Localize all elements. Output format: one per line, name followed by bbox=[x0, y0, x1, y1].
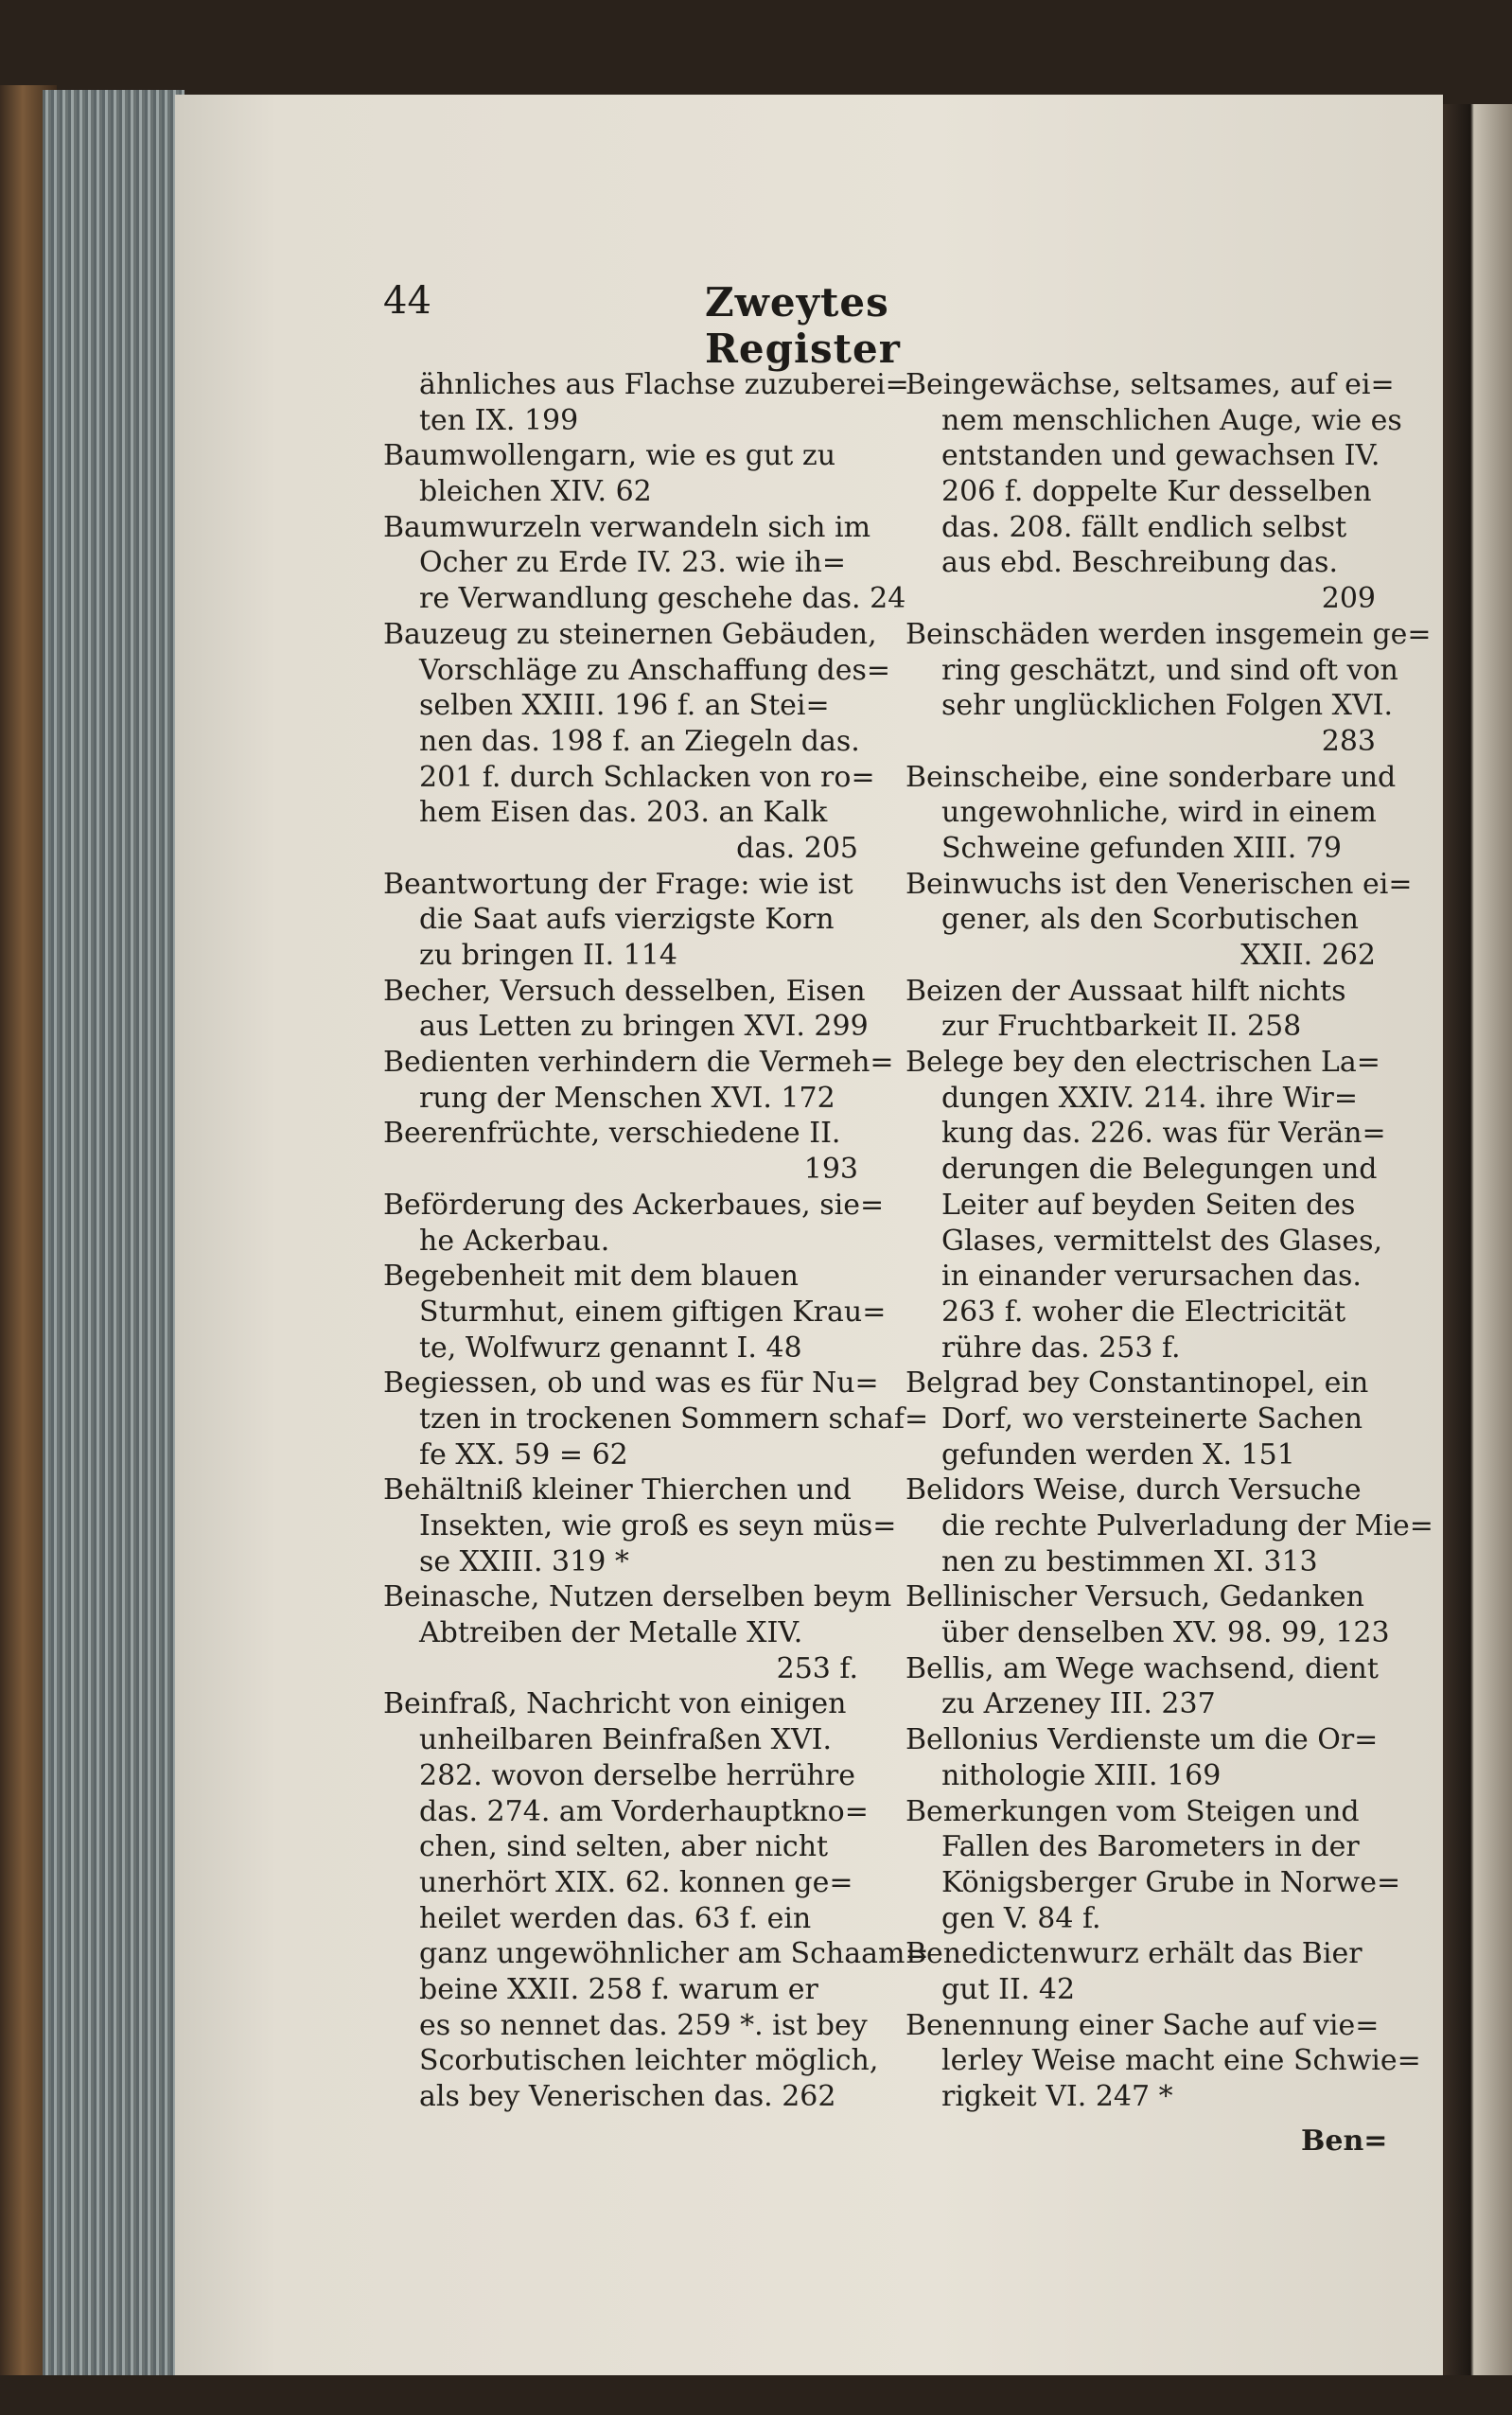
index-line: Beinfraß, Nachricht von einigen bbox=[383, 1687, 847, 1721]
index-line: hem Eisen das. 203. an Kalk bbox=[419, 796, 828, 830]
index-line: es so nennet das. 259 *. ist bey bbox=[419, 2008, 868, 2042]
index-line: Belidors Weise, durch Versuche bbox=[905, 1473, 1362, 1507]
index-line: Begiessen, ob und was es für Nu= bbox=[383, 1366, 879, 1401]
facing-page-edge bbox=[1443, 104, 1512, 2375]
index-line: nem menschlichen Auge, wie es bbox=[941, 403, 1402, 437]
index-line: das. 208. fällt endlich selbst bbox=[941, 510, 1347, 544]
index-line: ring geschätzt, und sind oft von bbox=[941, 653, 1398, 687]
index-line: Bellonius Verdienste um die Or= bbox=[905, 1723, 1379, 1757]
index-line: entstanden und gewachsen IV. bbox=[941, 439, 1380, 473]
index-line: Benedictenwurz erhält das Bier bbox=[905, 1937, 1363, 1971]
index-line: Becher, Versuch desselben, Eisen bbox=[383, 974, 866, 1008]
index-line: 282. wovon derselbe herrühre bbox=[419, 1758, 855, 1792]
index-line: Benennung einer Sache auf vie= bbox=[905, 2008, 1380, 2042]
index-line: fe XX. 59 = 62 bbox=[419, 1437, 628, 1472]
index-line: Fallen des Barometers in der bbox=[941, 1830, 1360, 1864]
index-line: Bellinischer Versuch, Gedanken bbox=[905, 1580, 1364, 1614]
index-line: Beinasche, Nutzen derselben beym bbox=[383, 1580, 892, 1614]
index-line: aus ebd. Beschreibung das. bbox=[941, 546, 1338, 580]
index-line: Vorschläge zu Anschaffung des= bbox=[419, 653, 891, 687]
index-line: zu Arzeney III. 237 bbox=[941, 1687, 1216, 1721]
index-line: nithologie XIII. 169 bbox=[941, 1758, 1222, 1792]
index-line: rigkeit VI. 247 * bbox=[941, 2080, 1173, 2113]
page-header bbox=[383, 279, 1046, 372]
index-line: Bemerkungen vom Steigen und bbox=[905, 1794, 1360, 1828]
index-line: die rechte Pulverladung der Mie= bbox=[941, 1509, 1433, 1542]
right-column bbox=[905, 367, 1433, 2115]
index-line: ähnliches aus Flachse zuzuberei= bbox=[419, 368, 909, 401]
index-line: te, Wolfwurz genannt I. 48 bbox=[419, 1331, 802, 1365]
index-line: Belege bey den electrischen La= bbox=[905, 1046, 1380, 1080]
index-line: rühre das. 253 f. bbox=[941, 1331, 1181, 1365]
index-line: ganz ungewöhnlicher am Schaam= bbox=[419, 1937, 929, 1971]
index-line: Baumwurzeln verwandeln sich im bbox=[383, 510, 871, 544]
index-line: kung das. 226. was für Verän= bbox=[941, 1117, 1386, 1151]
index-line: he Ackerbau. bbox=[419, 1224, 610, 1258]
index-line: Bedienten verhindern die Vermeh= bbox=[383, 1046, 894, 1080]
index-line: 209 bbox=[1321, 582, 1376, 616]
index-line: derungen die Belegungen und bbox=[941, 1153, 1378, 1187]
index-line: Dorf, wo versteinerte Sachen bbox=[941, 1401, 1363, 1436]
index-line: gener, als den Scorbutischen bbox=[941, 903, 1359, 937]
index-line: Beinschäden werden insgemein ge= bbox=[905, 617, 1432, 651]
index-line: Beerenfrüchte, verschiedene II. bbox=[383, 1117, 841, 1151]
index-line: zur Fruchtbarkeit II. 258 bbox=[941, 1010, 1302, 1044]
index-line: aus Letten zu bringen XVI. 299 bbox=[419, 1010, 869, 1044]
index-line: lerley Weise macht eine Schwie= bbox=[941, 2044, 1421, 2078]
index-line: ungewohnliche, wird in einem bbox=[941, 796, 1377, 830]
index-line: Abtreiben der Metalle XIV. bbox=[419, 1616, 803, 1650]
index-line: Insekten, wie groß es seyn müs= bbox=[419, 1509, 897, 1542]
index-line: rung der Menschen XVI. 172 bbox=[419, 1081, 835, 1115]
index-line: XXII. 262 bbox=[1240, 939, 1376, 972]
index-line: Behältniß kleiner Thierchen und bbox=[383, 1473, 852, 1507]
index-line: 263 f. woher die Electricität bbox=[941, 1295, 1346, 1329]
index-line: Beantwortung der Frage: wie ist bbox=[383, 867, 853, 901]
index-line: über denselben XV. 98. 99, 123 bbox=[941, 1616, 1390, 1650]
index-line: Ocher zu Erde IV. 23. wie ih= bbox=[419, 546, 846, 580]
index-line: Belgrad bey Constantinopel, ein bbox=[905, 1366, 1369, 1401]
index-line: Bauzeug zu steinernen Gebäuden, bbox=[383, 617, 877, 651]
index-line: 206 f. doppelte Kur desselben bbox=[941, 475, 1372, 509]
index-line: nen zu bestimmen XI. 313 bbox=[941, 1544, 1318, 1578]
index-line: gefunden werden X. 151 bbox=[941, 1437, 1295, 1472]
index-line: Beingewächse, seltsames, auf ei= bbox=[905, 368, 1395, 401]
index-line: unheilbaren Beinfraßen XVI. bbox=[419, 1723, 833, 1757]
index-line: dungen XXIV. 214. ihre Wir= bbox=[941, 1081, 1358, 1115]
index-line: heilet werden das. 63 f. ein bbox=[419, 1901, 812, 1935]
index-line: die Saat aufs vierzigste Korn bbox=[419, 903, 835, 937]
index-line: bleichen XIV. 62 bbox=[419, 475, 652, 509]
index-line: Beförderung des Ackerbaues, sie= bbox=[383, 1188, 885, 1222]
index-line: selben XXIII. 196 f. an Stei= bbox=[419, 689, 830, 723]
index-line: 283 bbox=[1321, 724, 1376, 758]
index-line: unerhört XIX. 62. konnen ge= bbox=[419, 1865, 853, 1899]
index-line: ten IX. 199 bbox=[419, 403, 579, 437]
index-line: 193 bbox=[803, 1153, 858, 1187]
index-line: Sturmhut, einem giftigen Krau= bbox=[419, 1295, 887, 1329]
index-line: Beinscheibe, eine sonderbare und bbox=[905, 760, 1397, 794]
index-line: Königsberger Grube in Norwe= bbox=[941, 1865, 1401, 1899]
index-line: Beizen der Aussaat hilft nichts bbox=[905, 974, 1346, 1008]
index-line: beine XXII. 258 f. warum er bbox=[419, 1972, 818, 2006]
index-line: in einander verursachen das. bbox=[941, 1260, 1362, 1294]
index-line: als bey Venerischen das. 262 bbox=[419, 2080, 836, 2113]
index-line: tzen in trockenen Sommern schaf= bbox=[419, 1401, 929, 1436]
index-line: Baumwollengarn, wie es gut zu bbox=[383, 439, 836, 473]
page-number: 44 bbox=[383, 279, 431, 323]
index-line: gen V. 84 f. bbox=[941, 1901, 1101, 1935]
left-column bbox=[383, 367, 929, 2115]
index-line: Beinwuchs ist den Venerischen ei= bbox=[905, 867, 1413, 901]
index-line: gut II. 42 bbox=[941, 1972, 1076, 2006]
catchword: Ben= bbox=[1301, 2124, 1388, 2158]
index-line: Begebenheit mit dem blauen bbox=[383, 1260, 799, 1294]
index-line: chen, sind selten, aber nicht bbox=[419, 1830, 829, 1864]
index-line: se XXIII. 319 * bbox=[419, 1544, 629, 1578]
index-line: das. 205 bbox=[736, 831, 858, 865]
index-line: sehr unglücklichen Folgen XVI. bbox=[941, 689, 1394, 723]
index-line: Glases, vermittelst des Glases, bbox=[941, 1224, 1383, 1258]
page-edges bbox=[43, 90, 185, 2375]
index-line: zu bringen II. 114 bbox=[419, 939, 677, 972]
index-line: Leiter auf beyden Seiten des bbox=[941, 1188, 1356, 1222]
index-line: re Verwandlung geschehe das. 24 bbox=[419, 582, 906, 616]
index-line: Schweine gefunden XIII. 79 bbox=[941, 831, 1342, 865]
index-line: 253 f. bbox=[776, 1651, 858, 1685]
running-title: Zweytes Register bbox=[705, 279, 901, 372]
index-line: das. 274. am Vorderhauptkno= bbox=[419, 1794, 869, 1828]
index-line: 201 f. durch Schlacken von ro= bbox=[419, 760, 875, 794]
index-line: Scorbutischen leichter möglich, bbox=[419, 2044, 879, 2078]
index-line: Bellis, am Wege wachsend, dient bbox=[905, 1651, 1379, 1685]
index-line: nen das. 198 f. an Ziegeln das. bbox=[419, 724, 860, 758]
